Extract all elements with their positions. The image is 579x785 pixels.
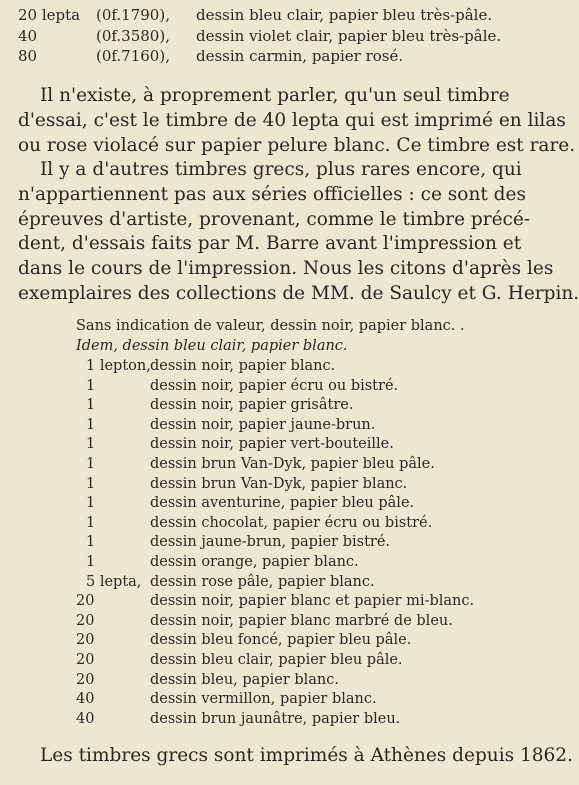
list-item-desc: dessin noir, papier blanc et papier mi-blanc. xyxy=(150,593,475,610)
list-item-desc: dessin aventurine, papier bleu pâle. xyxy=(150,495,415,512)
list-item-qty: 1 xyxy=(86,416,96,433)
paragraph-line: ou rose violacé sur papier pelure blanc. Ce timbre est rare. xyxy=(18,134,576,156)
list-item-desc: dessin orange, papier blanc. xyxy=(150,554,359,570)
list-item-qty: 20 xyxy=(76,593,95,610)
list-item-qty: 20 xyxy=(76,652,95,668)
paragraph-epreuves xyxy=(18,158,579,307)
list-item-desc: dessin noir, papier grisâtre. xyxy=(150,397,354,414)
paragraph-line: exemplaires des collections de MM. de Saulcy et G. Herpin. xyxy=(18,282,579,304)
list-item-qty: 1 xyxy=(86,436,96,453)
price-desc: dessin violet clair, papier bleu très-pâle. xyxy=(196,27,502,45)
list-item-qty: 1 xyxy=(86,456,96,472)
list-item-desc: dessin noir, papier jaune-brun. xyxy=(150,416,376,433)
price-francs: (0f.1790), xyxy=(96,6,170,24)
price-qty: 20 lepta xyxy=(18,6,81,24)
list-item-qty: 1 xyxy=(86,495,96,512)
list-item-desc: dessin jaune-brun, papier bistré. xyxy=(150,534,391,551)
paragraph-line: n'appartiennent pas aux séries officielles : ce sont des xyxy=(18,183,526,205)
list-item-qty: 20 xyxy=(76,612,95,629)
paragraph-line: dent, d'essais faits par M. Barre avant l'impression et xyxy=(18,233,522,255)
price-francs: (0f.7160), xyxy=(96,47,170,65)
list-item-qty: 20 xyxy=(76,632,95,649)
list-item-desc: dessin brun jaunâtre, papier bleu. xyxy=(150,710,401,727)
paragraph-line: Il y a d'autres timbres grecs, plus rares encore, qui xyxy=(40,159,522,180)
list-item-qty: 40 xyxy=(76,691,95,708)
list-item-desc: dessin chocolat, papier écru ou bistré. xyxy=(150,514,433,531)
list-item-desc: dessin brun Van-Dyk, papier blanc. xyxy=(150,475,408,492)
price-qty: 80 xyxy=(18,47,38,65)
list-item-desc: dessin rose pâle, papier blanc. xyxy=(150,573,375,590)
list-item-desc: dessin noir, papier écru ou bistré. xyxy=(150,377,399,394)
list-intro-line xyxy=(76,338,348,354)
list-item-desc: dessin bleu clair, papier bleu pâle. xyxy=(150,652,403,668)
list-item-desc: dessin noir, papier blanc marbré de bleu. xyxy=(150,612,453,629)
list-item-desc: dessin brun Van-Dyk, papier bleu pâle. xyxy=(150,456,435,472)
list-item-qty: 1 xyxy=(86,554,96,570)
paragraph-line: d'essai, c'est le timbre de 40 lepta qui est imprimé en lilas xyxy=(18,109,566,131)
list-item-desc: dessin bleu foncé, papier bleu pâle. xyxy=(150,632,412,649)
price-desc: dessin bleu clair, papier bleu très-pâle. xyxy=(196,6,493,24)
list-intro-line: Sans indication de valeur, dessin noir, papier blanc. . xyxy=(76,318,465,334)
footer-note: Les timbres grecs sont imprimés à Athènes depuis 1862. xyxy=(40,745,573,766)
list-item-qty: 20 xyxy=(76,671,95,688)
list-item-qty: 1 xyxy=(86,475,96,492)
list-intro-text: Idem, dessin bleu clair, papier blanc. xyxy=(76,338,348,354)
list-item-desc: dessin noir, papier blanc. xyxy=(150,358,336,374)
list-item-qty: 1 xyxy=(86,377,96,394)
price-desc: dessin carmin, papier rosé. xyxy=(196,47,404,65)
list-item-desc: dessin noir, papier vert-bouteille. xyxy=(150,436,394,453)
price-francs: (0f.3580), xyxy=(96,27,170,45)
paragraph-line: dans le cours de l'impression. Nous les citons d'après les xyxy=(18,258,554,280)
list-item-desc: dessin bleu, papier blanc. xyxy=(150,671,339,688)
list-item-qty: 1 xyxy=(86,534,96,551)
list-item-desc: dessin vermillon, papier blanc. xyxy=(150,691,377,708)
paragraph-line: épreuves d'artiste, provenant, comme le timbre précé- xyxy=(18,208,531,230)
price-qty: 40 xyxy=(18,27,38,45)
paragraph-line: Il n'existe, à proprement parler, qu'un seul timbre xyxy=(40,85,510,106)
paragraph-essai xyxy=(18,84,576,158)
list-item-qty: 1 xyxy=(86,397,96,414)
list-item-qty: 40 xyxy=(76,710,95,727)
list-item-qty: 1 lepton, xyxy=(86,358,151,374)
list-item-qty: 1 xyxy=(86,514,96,531)
list-item-qty: 5 lepta, xyxy=(86,573,142,590)
